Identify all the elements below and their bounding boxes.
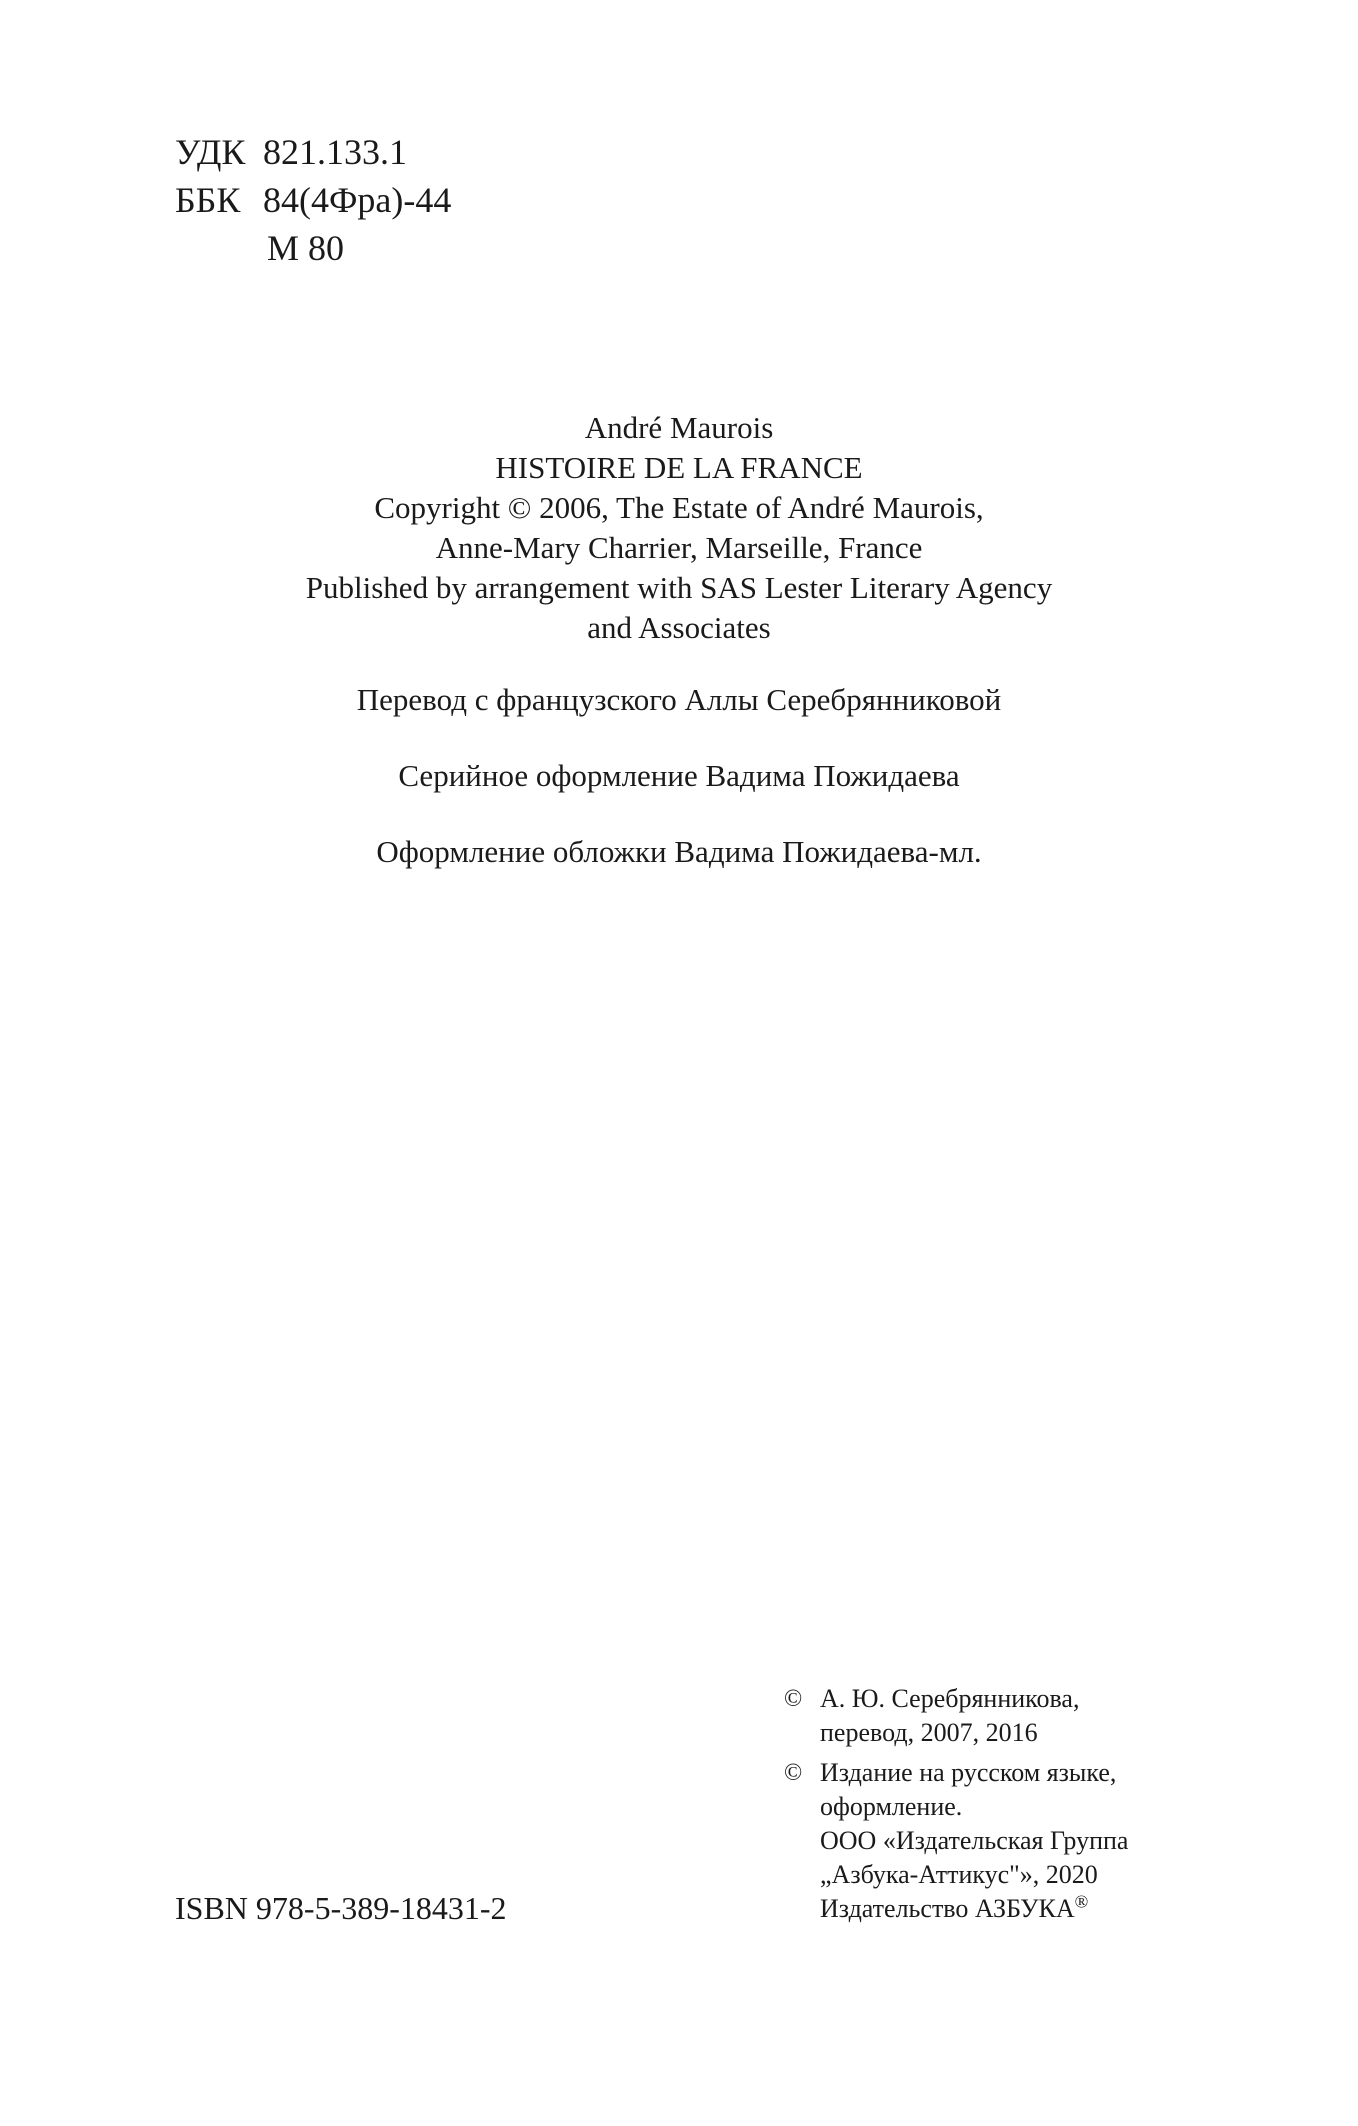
copyright-text-line: А. Ю. Серебрянникова, [820,1684,1080,1713]
copyright-text-line: ООО «Издательская Группа [820,1826,1129,1855]
registered-mark: ® [1074,1891,1089,1912]
copyright-text-line: перевод, 2007, 2016 [820,1718,1038,1747]
udk-value: 821.133.1 [263,132,407,172]
udk-row [175,128,451,176]
published-line-2: and Associates [587,610,771,645]
copyright-text-line: Издание на русском языке, [820,1758,1117,1787]
original-rights-block [0,408,1358,648]
original-author: André Maurois [584,410,774,445]
original-title: HISTOIRE DE LA FRANCE [495,450,863,485]
translation-copyright [784,1682,1128,1750]
copyright-text-line: оформление. [820,1792,963,1821]
translation-credit: Перевод с французского Аллы Серебрянниковой [356,682,1002,717]
udk-label: УДК [175,132,246,172]
bbk-value: 84(4Фра)-44 [263,180,452,220]
series-design-credit: Серийное оформление Вадима Пожидаева [398,758,960,793]
author-mark: М 80 [267,228,345,268]
copyright-symbol: © [784,1760,803,1786]
bbk-label: ББК [175,180,241,220]
copyright-line-1: Copyright © 2006, The Estate of André Maurois, [374,490,984,525]
copyright-symbol: © [784,1686,803,1712]
copyright-notices [784,1682,1128,1926]
copyright-text-line: „Азбука-Аттикус"», 2020 [820,1860,1098,1889]
publisher-line [820,1892,1128,1926]
publisher-name: Издательство АЗБУКА [820,1894,1075,1923]
cover-design-credit: Оформление обложки Вадима Пожидаева-мл. [376,834,982,869]
library-classification [175,128,451,272]
copyright-line-2: Anne-Mary Charrier, Marseille, France [435,530,923,565]
bbk-row [175,176,451,224]
isbn-number: ISBN 978-5-389-18431-2 [175,1890,507,1926]
published-line-1: Published by arrangement with SAS Lester Literary Agency [305,570,1053,605]
edition-copyright [784,1756,1128,1926]
